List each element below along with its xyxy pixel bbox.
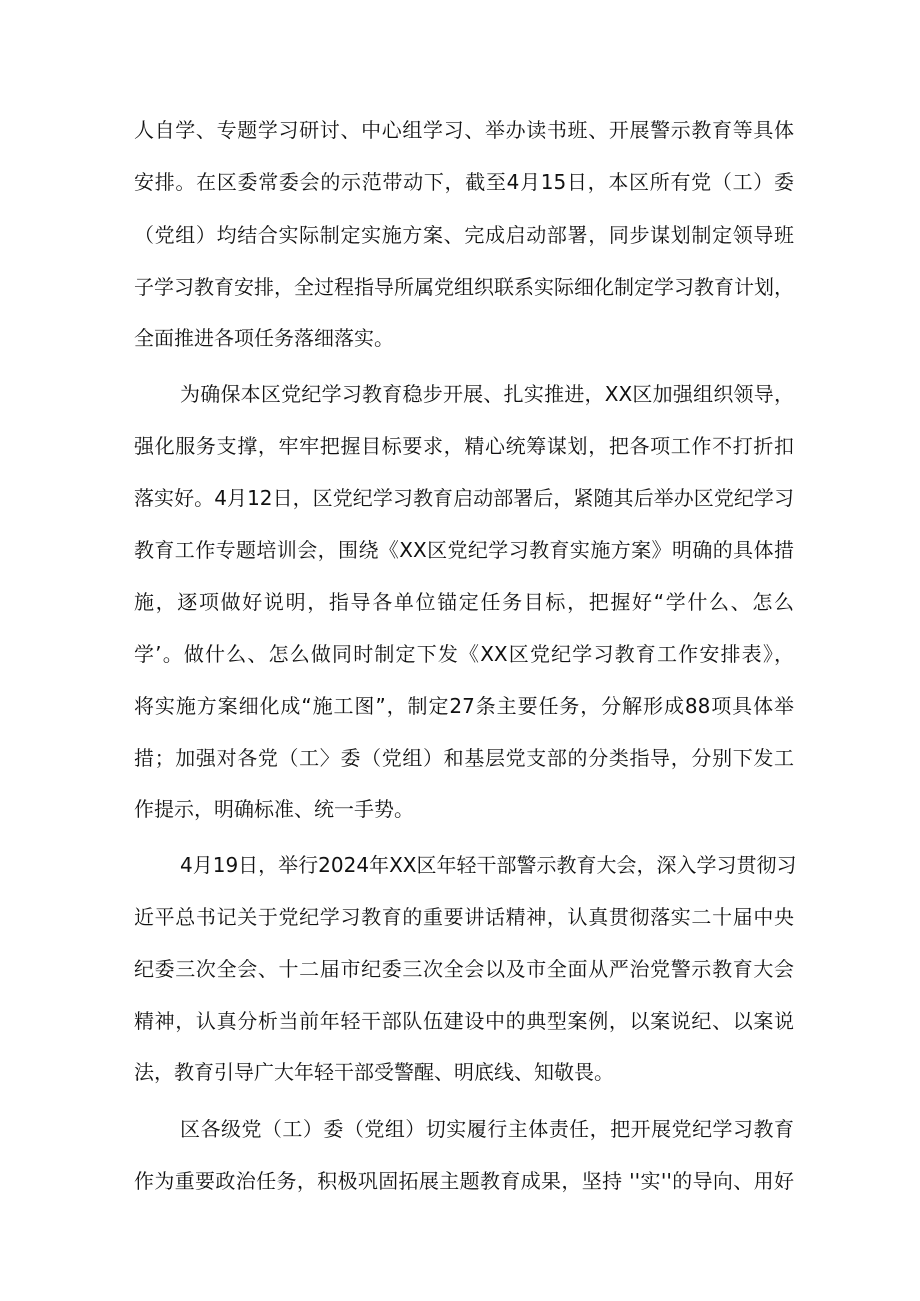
text-line: 法，教育引导广大年轻干部受警醒、明底线、知敬畏。 (134, 1060, 614, 1084)
text-line: 强化服务支撑，牢牢把握目标要求，精心统筹谋划，把各项工作不打折扣 (134, 434, 794, 458)
text-line: 教育工作专题培训会，围绕《XX区党纪学习教育实施方案》明确的具体措 (134, 538, 794, 562)
text-line: 子学习教育安排，全过程指导所属党组织联系实际细化制定学习教育计划， (134, 275, 794, 299)
text-line: 4月19日，举行2024年XX区年轻干部警示教育大会，深入学习贯彻习 (180, 853, 797, 877)
text-line: 纪委三次全会、十二届市纪委三次全会以及市全面从严治党警示教育大会 (134, 957, 794, 981)
text-line: 为确保本区党纪学习教育稳步开展、扎实推进，XX区加强组织领导， (180, 382, 794, 406)
text-line: （党组）均结合实际制定实施方案、完成启动部署，同步谋划制定领导班 (134, 223, 794, 247)
text-line: 精神，认真分析当前年轻干部队伍建设中的典型案例，以案说纪、以案说 (134, 1009, 794, 1033)
text-line: 作提示，明确标准、统一手势。 (134, 797, 414, 821)
text-line: 作为重要政治任务，积极巩固拓展主题教育成果，坚持 ''实''的导向、用好 (134, 1169, 794, 1193)
text-line: 人自学、专题学习研讨、中心组学习、举办读书班、开展警示教育等具体 (134, 118, 794, 142)
text-line: 近平总书记关于党纪学习教育的重要讲话精神，认真贯彻落实二十届中央 (134, 905, 794, 929)
text-line: 学’。做什么、怎么做同时制定下发《XX区党纪学习教育工作安排表》， (134, 642, 794, 666)
text-line: 将实施方案细化成“施工图”，制定27条主要任务，分解形成88项具体举 (134, 694, 794, 718)
text-line: 措；加强对各党（工〉委（党组）和基层党支部的分类指导，分别下发工 (134, 746, 794, 770)
text-line: 安排。在区委常委会的示范带动下，截至4月15日，本区所有党（工）委 (134, 170, 794, 194)
text-line: 施，逐项做好说明，指导各单位锚定任务目标，把握好“学什么、怎么 (134, 590, 794, 614)
text-line: 落实好。4月12日，区党纪学习教育启动部署后，紧随其后举办区党纪学习 (134, 486, 794, 510)
text-line: 区各级党（工）委（党组）切实履行主体责任，把开展党纪学习教育 (180, 1117, 794, 1141)
text-line: 全面推进各项任务落细落实。 (134, 326, 394, 350)
